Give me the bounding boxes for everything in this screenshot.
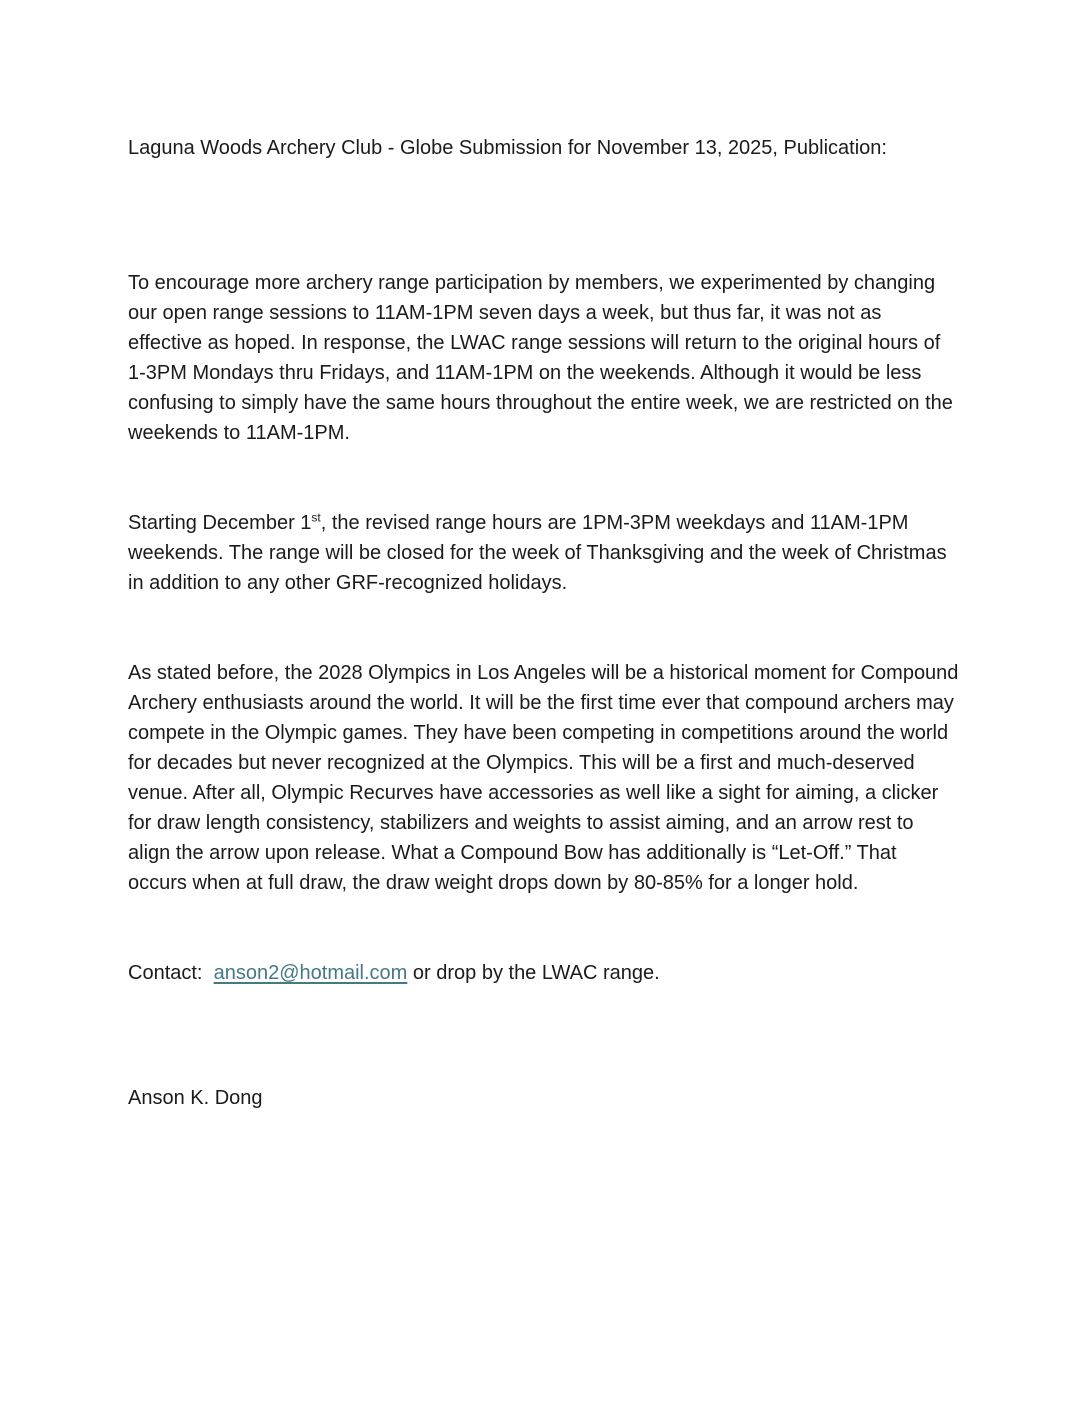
paragraph-hours-change: To encourage more archery range participation by members, we experimented by changing our open range sessions to 11AM-1PM seven days a week, but thus far, it was not as effective as hoped. In response, the LWAC range sessions will return to the original hours of 1-3PM Mondays thru Fridays, and 11AM-1PM on the weekends. Although it would be less confusing to simply have the same hours throughout the entire week, we are restricted on the weekends to 11AM-1PM. xyxy=(128,272,959,444)
email-link[interactable]: anson2@hotmail.com xyxy=(213,962,408,984)
contact-text-after: or drop by the LWAC range. xyxy=(407,962,660,984)
revised-hours-text-before: Starting December 1 xyxy=(128,512,312,534)
ordinal-superscript: st xyxy=(311,510,321,525)
document-title: Laguna Woods Archery Club - Globe Submission for November 13, 2025, Publication: xyxy=(128,137,887,159)
paragraph-olympics: As stated before, the 2028 Olympics in Los Angeles will be a historical moment for Compound Archery enthusiasts around the world. It will be the first time ever that compound archers may compete in the Olympic games. They have been competing in competitions around the world for decades but never recognized at the Olympics. This will be a first and much-deserved venue. After all, Olympic Recurves have accessories as well like a sight for aiming, a clicker for draw length consistency, stabilizers and weights to assist aiming, and an arrow rest to align the arrow upon release. What a Compound Bow has additionally is “Let-Off.” That occurs when at full draw, the draw weight drops down by 80-85% for a longer hold. xyxy=(128,662,963,894)
contact-label: Contact: xyxy=(128,962,214,984)
contact-line xyxy=(128,958,960,988)
paragraph-revised-hours xyxy=(128,508,960,598)
signature: Anson K. Dong xyxy=(128,1087,263,1109)
revised-hours-text-after: , the revised range hours are 1PM-3PM weekdays and 11AM-1PM weekends. The range will be closed for the week of Thanksgiving and the week of Christmas in addition to any other GRF-recognized holidays. xyxy=(128,512,953,594)
